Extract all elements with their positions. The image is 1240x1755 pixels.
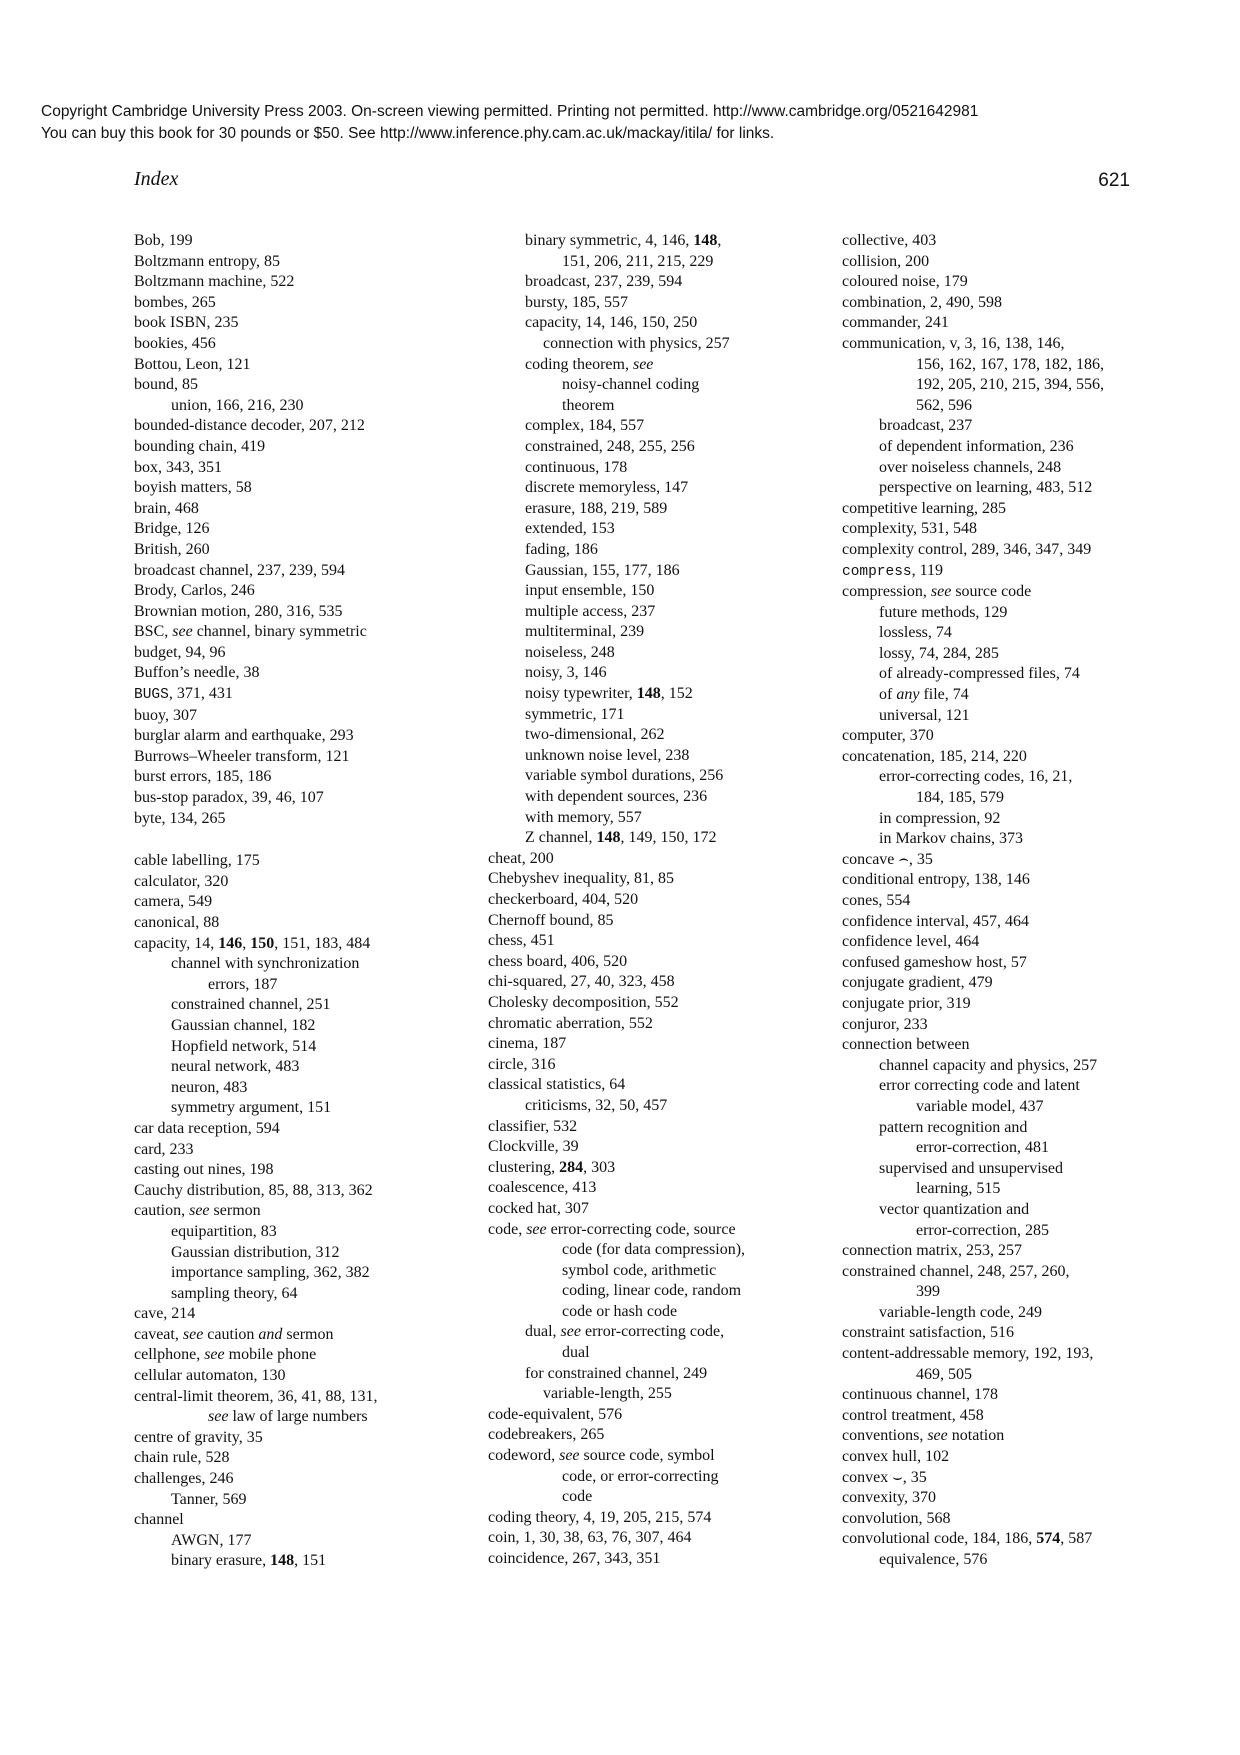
index-subentry: learning, 515: [916, 1180, 1001, 1198]
index-subentry: variable symbol durations, 256: [525, 767, 724, 785]
index-entry: confidence interval, 457, 464: [842, 912, 1030, 930]
index-entry: compress, 119: [842, 561, 944, 580]
index-subentry: union, 166, 216, 230: [171, 396, 304, 414]
index-subentry: vector quantization and: [879, 1200, 1030, 1218]
index-subentry: Gaussian, 155, 177, 186: [525, 561, 680, 579]
index-entry: concatenation, 185, 214, 220: [842, 747, 1027, 765]
index-entry: complexity, 531, 548: [842, 520, 977, 538]
index-subentry: error-correction, 481: [916, 1139, 1049, 1157]
index-entry: circle, 316: [488, 1055, 556, 1073]
index-entry: checkerboard, 404, 520: [488, 891, 639, 908]
index-entry: Bottou, Leon, 121: [134, 355, 251, 373]
index-entry: Chebyshev inequality, 81, 85: [488, 870, 675, 888]
index-subentry: 469, 505: [916, 1365, 972, 1383]
index-entry: connection matrix, 253, 257: [842, 1242, 1022, 1260]
index-subentry: capacity, 14, 146, 150, 250: [525, 314, 698, 332]
index-subentry: for constrained channel, 249: [525, 1364, 708, 1382]
index-subentry: of any file, 74: [879, 686, 969, 704]
index-entry: coding theory, 4, 19, 205, 215, 574: [488, 1508, 712, 1526]
index-entry: convex ⌣, 35: [842, 1468, 927, 1486]
index-entry: cave, 214: [134, 1305, 196, 1323]
index-subentry: theorem: [562, 396, 615, 414]
index-entry: BSC, see channel, binary symmetric: [134, 623, 367, 641]
index-entry: competitive learning, 285: [842, 499, 1006, 517]
index-entry: conventions, see notation: [842, 1427, 1005, 1445]
index-entry: box, 343, 351: [134, 458, 222, 476]
index-subentry: fading, 186: [525, 540, 598, 558]
index-entry: conjugate prior, 319: [842, 994, 971, 1012]
index-entry: BUGS, 371, 431: [134, 685, 233, 704]
index-entry: classical statistics, 64: [488, 1076, 626, 1094]
index-subentry: bursty, 185, 557: [525, 293, 628, 311]
index-subentry: multiple access, 237: [525, 602, 656, 620]
index-entry: burst errors, 185, 186: [134, 768, 272, 786]
index-entry: coalescence, 413: [488, 1179, 597, 1197]
index-subentry: connection with physics, 257: [543, 334, 730, 352]
index-subentry: 562, 596: [916, 396, 972, 414]
index-entry: Brownian motion, 280, 316, 535: [134, 602, 343, 620]
index-subentry: Z channel, 148, 149, 150, 172: [525, 829, 717, 847]
index-entry: British, 260: [134, 540, 210, 558]
index-entry: communication, v, 3, 16, 138, 146,: [842, 334, 1065, 352]
copyright-line-1: Copyright Cambridge University Press 2003. On-screen viewing permitted. Printing not permitted. http://www.cambridge.org/0521642981: [41, 103, 979, 120]
index-subentry: dual: [562, 1344, 590, 1362]
index-subentry: future methods, 129: [879, 603, 1008, 621]
index-subentry: 192, 205, 210, 215, 394, 556,: [916, 376, 1104, 394]
index-entry: convolutional code, 184, 186, 574, 587: [842, 1530, 1093, 1548]
index-subentry: unknown noise level, 238: [525, 746, 690, 764]
index-subentry: 184, 185, 579: [916, 789, 1004, 807]
index-subentry: in Markov chains, 373: [879, 830, 1023, 848]
index-entry: boyish matters, 58: [134, 479, 252, 497]
index-subentry: of already-compressed files, 74: [879, 665, 1080, 683]
index-subentry: symmetric, 171: [525, 705, 625, 723]
index-entry: Boltzmann machine, 522: [134, 273, 295, 291]
index-subentry: code or hash code: [562, 1302, 678, 1320]
index-entry: complexity control, 289, 346, 347, 349: [842, 540, 1092, 558]
index-entry: bounding chain, 419: [134, 437, 266, 455]
index-subentry: 151, 206, 211, 215, 229: [562, 252, 714, 270]
index-subentry: error correcting code and latent: [879, 1077, 1080, 1095]
index-entry: broadcast channel, 237, 239, 594: [134, 561, 346, 579]
index-entry: confused gameshow host, 57: [842, 953, 1027, 971]
index-entry: compression, see source code: [842, 583, 1032, 601]
index-entry: book ISBN, 235: [134, 314, 239, 332]
index-subentry: coding, linear code, random: [562, 1282, 742, 1300]
index-entry: convexity, 370: [842, 1489, 937, 1507]
index-entry: control treatment, 458: [842, 1406, 984, 1424]
index-entry: collision, 200: [842, 252, 930, 270]
index-subentry: two-dimensional, 262: [525, 726, 665, 744]
index-entry: bound, 85: [134, 376, 198, 394]
index-subentry: Hopfield network, 514: [171, 1037, 317, 1055]
index-subentry: neuron, 483: [171, 1078, 248, 1096]
index-entry: challenges, 246: [134, 1470, 234, 1488]
index-entry: codebreakers, 265: [488, 1426, 605, 1444]
index-entry: casting out nines, 198: [134, 1161, 274, 1179]
index-entry: cocked hat, 307: [488, 1199, 589, 1217]
index-entry: commander, 241: [842, 314, 949, 332]
index-subentry: code (for data compression),: [562, 1241, 746, 1259]
index-entry: constraint satisfaction, 516: [842, 1324, 1014, 1342]
index-entry: channel: [134, 1511, 184, 1529]
index-subentry: universal, 121: [879, 706, 970, 724]
index-subentry: error-correcting codes, 16, 21,: [879, 768, 1073, 786]
index-entry: caution, see sermon: [134, 1202, 261, 1220]
index-entry: connection between: [842, 1036, 970, 1054]
page-number: 621: [1098, 170, 1130, 191]
index-subentry: code: [562, 1488, 593, 1506]
index-entry: bus-stop paradox, 39, 46, 107: [134, 789, 324, 807]
index-subentry: complex, 184, 557: [525, 417, 645, 435]
index-subentry: error-correction, 285: [916, 1221, 1049, 1239]
index-entry: chess board, 406, 520: [488, 952, 628, 970]
copyright-notice: [41, 101, 1221, 145]
index-subentry: perspective on learning, 483, 512: [879, 479, 1093, 497]
index-subentry: erasure, 188, 219, 589: [525, 499, 668, 517]
index-subentry: variable model, 437: [916, 1097, 1044, 1115]
index-entry: combination, 2, 490, 598: [842, 293, 1002, 311]
index-subentry: extended, 153: [525, 520, 615, 538]
index-subentry: see law of large numbers: [208, 1408, 368, 1426]
index-subentry: 399: [916, 1283, 940, 1301]
index-entry: bounded-distance decoder, 207, 212: [134, 417, 365, 435]
index-entry: collective, 403: [842, 232, 937, 249]
index-entry: codeword, see source code, symbol: [488, 1447, 715, 1465]
index-subentry: equivalence, 576: [879, 1551, 988, 1568]
index-subentry: of dependent information, 236: [879, 437, 1074, 455]
index-subentry: supervised and unsupervised: [879, 1159, 1063, 1177]
index-subentry: errors, 187: [208, 975, 278, 993]
index-subentry: sampling theory, 64: [171, 1284, 298, 1302]
index-entry: coloured noise, 179: [842, 273, 968, 291]
index-entry: Chernoff bound, 85: [488, 911, 614, 929]
index-subentry: multiterminal, 239: [525, 623, 645, 641]
index-entry: car data reception, 594: [134, 1119, 280, 1137]
index-entry: Brody, Carlos, 246: [134, 582, 255, 600]
index-subentry: binary symmetric, 4, 146, 148,: [525, 232, 722, 249]
index-entry: chain rule, 528: [134, 1449, 230, 1467]
index-subentry: broadcast, 237, 239, 594: [525, 273, 683, 291]
index-subentry: symbol code, arithmetic: [562, 1261, 717, 1279]
index-subentry: discrete memoryless, 147: [525, 479, 689, 497]
index-subentry: neural network, 483: [171, 1058, 300, 1076]
index-subentry: coding theorem, see: [525, 355, 654, 373]
index-entry: Bob, 199: [134, 232, 193, 249]
index-entry: budget, 94, 96: [134, 643, 226, 661]
index-subentry: over noiseless channels, 248: [879, 458, 1062, 476]
index-entry: conditional entropy, 138, 146: [842, 871, 1030, 889]
index-subentry: with dependent sources, 236: [525, 788, 708, 806]
index-subentry: lossy, 74, 284, 285: [879, 644, 999, 662]
index-entry: centre of gravity, 35: [134, 1428, 263, 1446]
index-entry: clustering, 284, 303: [488, 1158, 616, 1176]
index-subentry: equipartition, 83: [171, 1222, 277, 1240]
index-subentry: Tanner, 569: [171, 1490, 247, 1508]
index-subentry: channel capacity and physics, 257: [879, 1056, 1098, 1074]
index-entry: byte, 134, 265: [134, 809, 226, 827]
copyright-line-2: You can buy this book for 30 pounds or $50. See http://www.inference.phy.cam.ac.uk/mackay/itila/ for links.: [41, 125, 775, 142]
index-entry: coincidence, 267, 343, 351: [488, 1550, 661, 1567]
index-subentry: constrained channel, 251: [171, 996, 331, 1014]
index-entry: Boltzmann entropy, 85: [134, 252, 281, 270]
index-entry: burglar alarm and earthquake, 293: [134, 727, 354, 745]
index-entry: convex hull, 102: [842, 1448, 950, 1466]
index-subentry: importance sampling, 362, 382: [171, 1264, 370, 1282]
index-subentry: pattern recognition and: [879, 1118, 1028, 1136]
index-column-3: [842, 231, 1157, 1571]
index-subentry: input ensemble, 150: [525, 582, 655, 600]
index-entry: Clockville, 39: [488, 1138, 579, 1156]
index-entry: bombes, 265: [134, 293, 216, 311]
index-entry: capacity, 14, 146, 150, 151, 183, 484: [134, 934, 371, 952]
index-subentry: noisy-channel coding: [562, 376, 700, 394]
index-entry: Burrows–Wheeler transform, 121: [134, 747, 350, 765]
index-entry: cones, 554: [842, 892, 911, 909]
index-subentry: criticisms, 32, 50, 457: [525, 1096, 668, 1114]
index-entry: continuous channel, 178: [842, 1386, 998, 1404]
index-subentry: code, or error-correcting: [562, 1467, 719, 1485]
index-entry: chi-squared, 27, 40, 323, 458: [488, 973, 675, 991]
index-entry: caveat, see caution and sermon: [134, 1325, 334, 1343]
index-entry: cellphone, see mobile phone: [134, 1346, 317, 1364]
index-entry: chromatic aberration, 552: [488, 1014, 653, 1032]
index-subentry: Gaussian distribution, 312: [171, 1243, 340, 1261]
index-subentry: with memory, 557: [525, 808, 642, 826]
index-entry: confidence level, 464: [842, 933, 980, 951]
index-entry: Bridge, 126: [134, 520, 210, 538]
index-entry: buoy, 307: [134, 706, 197, 724]
index-subentry: noiseless, 248: [525, 643, 615, 661]
index-subentry: binary erasure, 148, 151: [171, 1552, 327, 1570]
index-entry: Cholesky decomposition, 552: [488, 993, 679, 1011]
index-subentry: 156, 162, 167, 178, 182, 186,: [916, 355, 1104, 373]
index-column-1: [134, 231, 464, 1572]
index-entry: constrained channel, 248, 257, 260,: [842, 1262, 1070, 1280]
index-entry: camera, 549: [134, 893, 213, 911]
index-subentry: symmetry argument, 151: [171, 1099, 332, 1117]
index-subentry: variable-length, 255: [543, 1385, 672, 1403]
index-entry: Buffon’s needle, 38: [134, 664, 260, 682]
index-subentry: Gaussian channel, 182: [171, 1016, 316, 1034]
index-subentry: broadcast, 237: [879, 417, 973, 435]
index-subentry: in compression, 92: [879, 809, 1001, 827]
index-entry: cable labelling, 175: [134, 852, 260, 870]
index-subentry: lossless, 74: [879, 624, 952, 642]
index-entry: bookies, 456: [134, 334, 216, 352]
index-entry: central-limit theorem, 36, 41, 88, 131,: [134, 1387, 378, 1405]
index-entry: canonical, 88: [134, 914, 220, 931]
index-entry: code-equivalent, 576: [488, 1405, 623, 1423]
index-subentry: continuous, 178: [525, 458, 628, 476]
index-entry: coin, 1, 30, 38, 63, 76, 307, 464: [488, 1529, 692, 1547]
index-entry: cheat, 200: [488, 849, 554, 867]
index-entry: code, see error-correcting code, source: [488, 1220, 736, 1238]
index-entry: conjuror, 233: [842, 1015, 928, 1033]
index-entry: cellular automaton, 130: [134, 1367, 286, 1385]
index-subentry: noisy typewriter, 148, 152: [525, 685, 693, 703]
index-entry: classifier, 532: [488, 1117, 578, 1135]
index-entry: conjugate gradient, 479: [842, 974, 993, 992]
index-subentry: variable-length code, 249: [879, 1303, 1043, 1321]
index-entry: Cauchy distribution, 85, 88, 313, 362: [134, 1181, 373, 1199]
index-entry: computer, 370: [842, 727, 934, 745]
index-subentry: AWGN, 177: [171, 1531, 252, 1549]
index-entry: convolution, 568: [842, 1509, 951, 1527]
index-entry: calculator, 320: [134, 872, 229, 890]
index-subentry: channel with synchronization: [171, 955, 360, 973]
index-subentry: dual, see error-correcting code,: [525, 1323, 725, 1341]
index-entry: content-addressable memory, 192, 193,: [842, 1345, 1094, 1363]
index-subentry: noisy, 3, 146: [525, 664, 607, 682]
index-entry: chess, 451: [488, 932, 555, 950]
index-subentry: constrained, 248, 255, 256: [525, 437, 695, 455]
index-entry: cinema, 187: [488, 1035, 567, 1053]
index-entry: card, 233: [134, 1140, 194, 1158]
running-head: Index: [134, 168, 179, 190]
index-column-2: [488, 231, 788, 1570]
index-entry: brain, 468: [134, 499, 199, 517]
index-entry: concave ⌢, 35: [842, 850, 933, 868]
